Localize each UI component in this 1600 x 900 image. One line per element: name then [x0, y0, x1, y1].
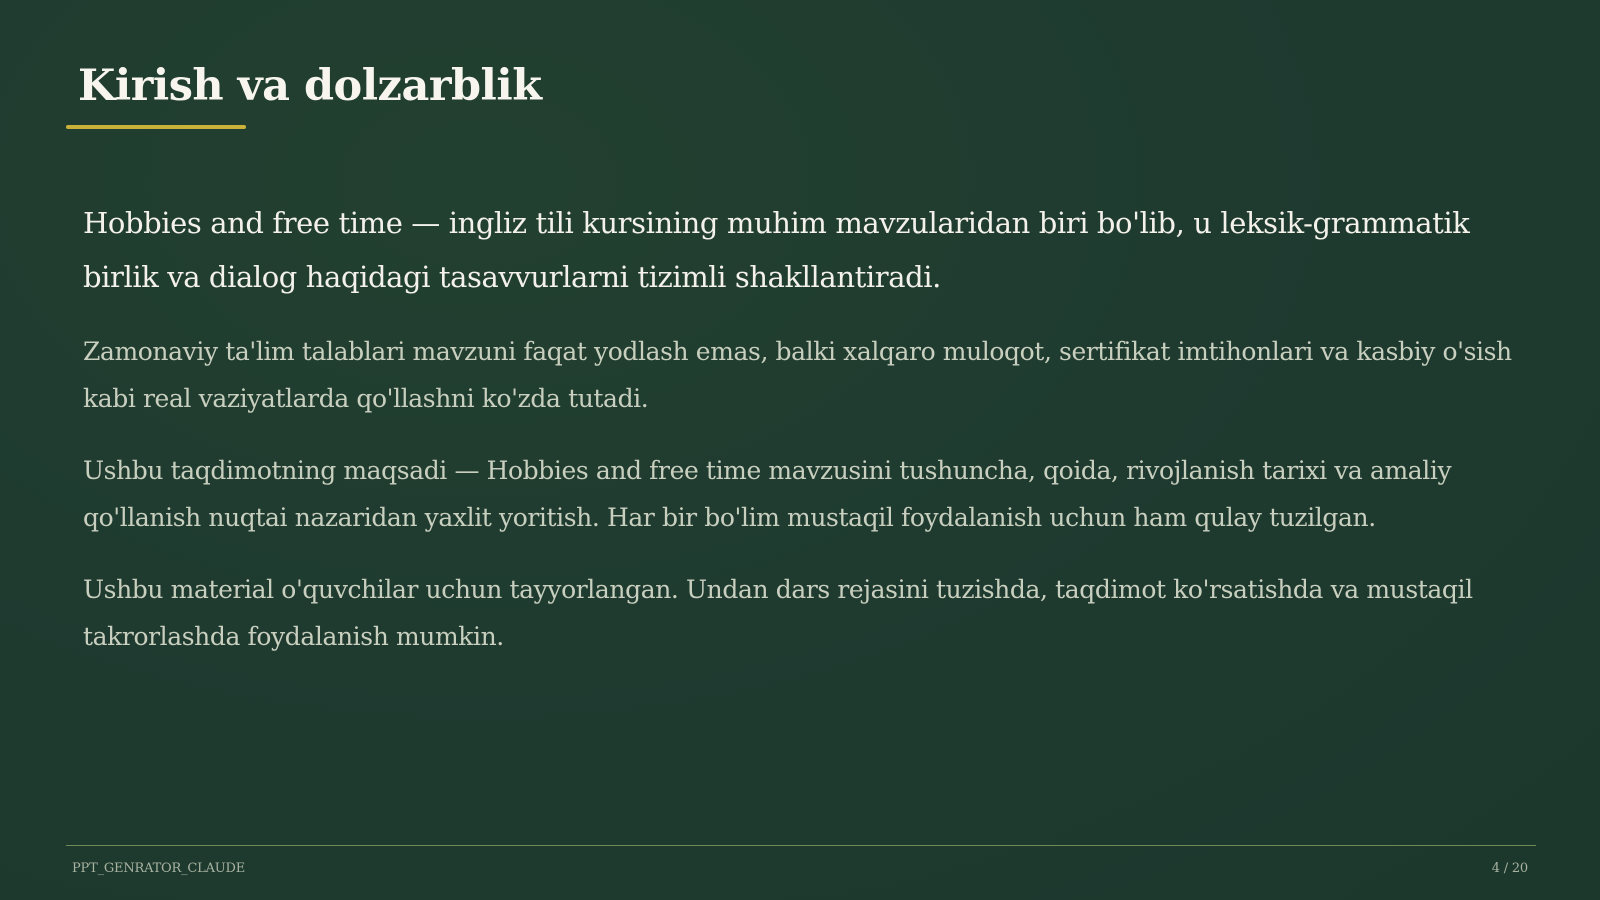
footer-source-label: PPT_GENRATOR_CLAUDE — [72, 861, 246, 876]
footer-divider — [66, 845, 1536, 846]
body-paragraph: Ushbu material o'quvchilar uchun tayyorlangan. Undan dars rejasini tuzishda, taqdimot ko'rsatishda va mustaqil takrorlashda foydalanish mumkin. — [83, 575, 1473, 651]
lead-paragraph: Hobbies and free time — ingliz tili kursining muhim mavzularidan biri bo'lib, u leksik-grammatik birlik va dialog haqidagi tasavvurlarni tizimli shakllantiradi. — [83, 206, 1470, 294]
body-paragraph: Ushbu taqdimotning maqsadi — Hobbies and free time mavzusini tushuncha, qoida, rivojlanish tarixi va amaliy qo'llanish nuqtai nazaridan yaxlit yoritish. Har bir bo'lim mustaqil foydalanish uchun ham qulay tuzilgan. — [83, 456, 1452, 532]
page-number: 4 / 20 — [1491, 861, 1528, 876]
slide-body — [83, 196, 1523, 685]
body-paragraph: Zamonaviy ta'lim talablari mavzuni faqat yodlash emas, balki xalqaro muloqot, sertifikat imtihonlari va kasbiy o'sish kabi real vaziyatlarda qo'llashni ko'zda tutadi. — [83, 337, 1512, 413]
slide-title: Kirish va dolzarblik — [78, 61, 542, 111]
title-accent-underline — [66, 125, 246, 129]
